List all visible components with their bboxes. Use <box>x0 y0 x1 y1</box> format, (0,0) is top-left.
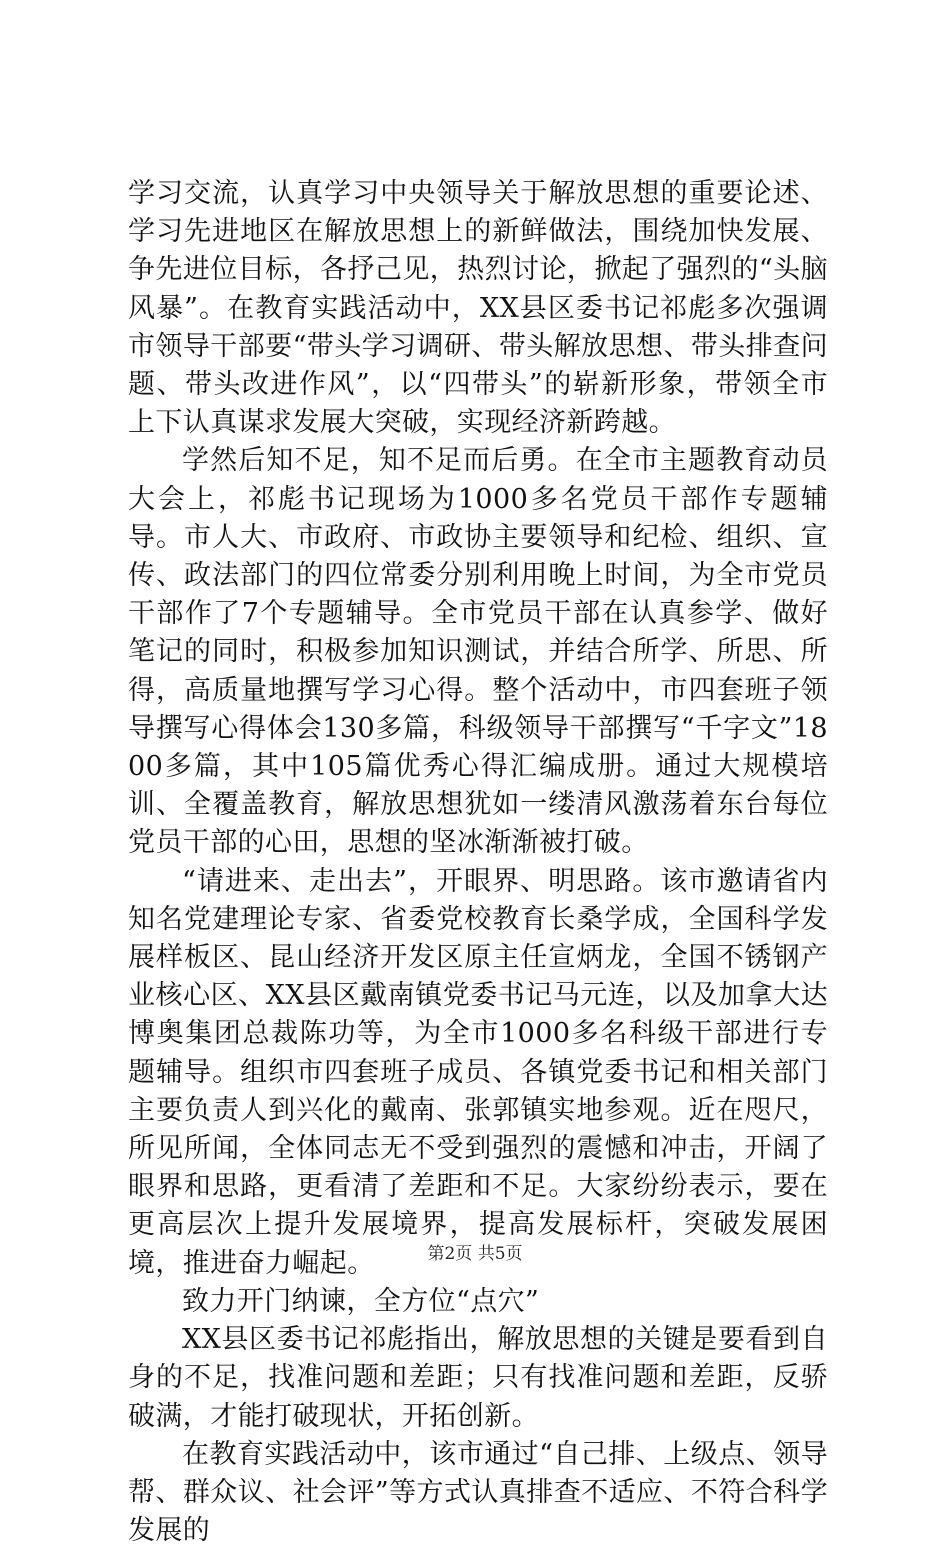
paragraph-1: 学习交流，认真学习中央领导关于解放思想的重要论述、学习先进地区在解放思想上的新鲜做法，围绕加快发展、争先进位目标，各抒己见，热烈讨论，掀起了强烈的“头脑风暴”。在教育实践活动中，XX县区委书记祁彪多次强调市领导干部要“带头学习调研、带头解放思想、带头排查问题、带头改进作风”，以“四带头”的崭新形象，带领全市上下认真谋求发展大突破，实现经济新跨越。 <box>128 178 828 439</box>
paragraph-5: 在教育实践活动中，该市通过“自己排、上级点、领导帮、群众议、社会评”等方式认真排查不适应、不符合科学发展的 <box>128 1438 828 1547</box>
page-number-footer: 第2页 共5页 <box>427 1244 523 1264</box>
paragraph-2: 学然后知不足，知不足而后勇。在全市主题教育动员大会上，祁彪书记现场为1000多名党员干部作专题辅导。市人大、市政府、市政协主要领导和纪检、组织、宣传、政法部门的四位常委分别利用晚上时间，为全市党员干部作了7个专题辅导。全市党员干部在认真参学、做好笔记的同时，积极参加知识测试，并结合所学、所思、所得，高质量地撰写学习心得。整个活动中，市四套班子领导撰写心得体会130多篇，科级领导干部撰写“千字文”1800多篇，其中105篇优秀心得汇编成册。通过大规模培训、全覆盖教育，解放思想犹如一缕清风激荡着东台每位党员干部的心田，思想的坚冰渐渐被打破。 <box>128 445 828 859</box>
paragraph-3: “请进来、走出去”，开眼界、明思路。该市邀请省内知名党建理论专家、省委党校教育长桑学成，全国科学发展样板区、昆山经济开发区原主任宣炳龙，全国不锈钢产业核心区、XX县区戴南镇党委书记马元连，以及加拿大达博奥集团总裁陈功等，为全市1000多名科级干部进行专题辅导。组织市四套班子成员、各镇党委书记和相关部门主要负责人到兴化的戴南、张郭镇实地参观。近在咫尺，所见所闻，全体同志无不受到强烈的震憾和冲击，开阔了眼界和思路，更看清了差距和不足。大家纷纷表示，要在更高层次上提升发展境界，提高发展标杆，突破发展困境，推进奋力崛起。 <box>128 865 828 1279</box>
section-heading: 致力开门纳谏，全方位“点穴” <box>182 1285 540 1317</box>
paragraph-4: XX县区委书记祁彪指出，解放思想的关键是要看到自身的不足，找准问题和差距；只有找准问题和差距，反骄破满，才能打破现状，开拓创新。 <box>128 1324 828 1432</box>
